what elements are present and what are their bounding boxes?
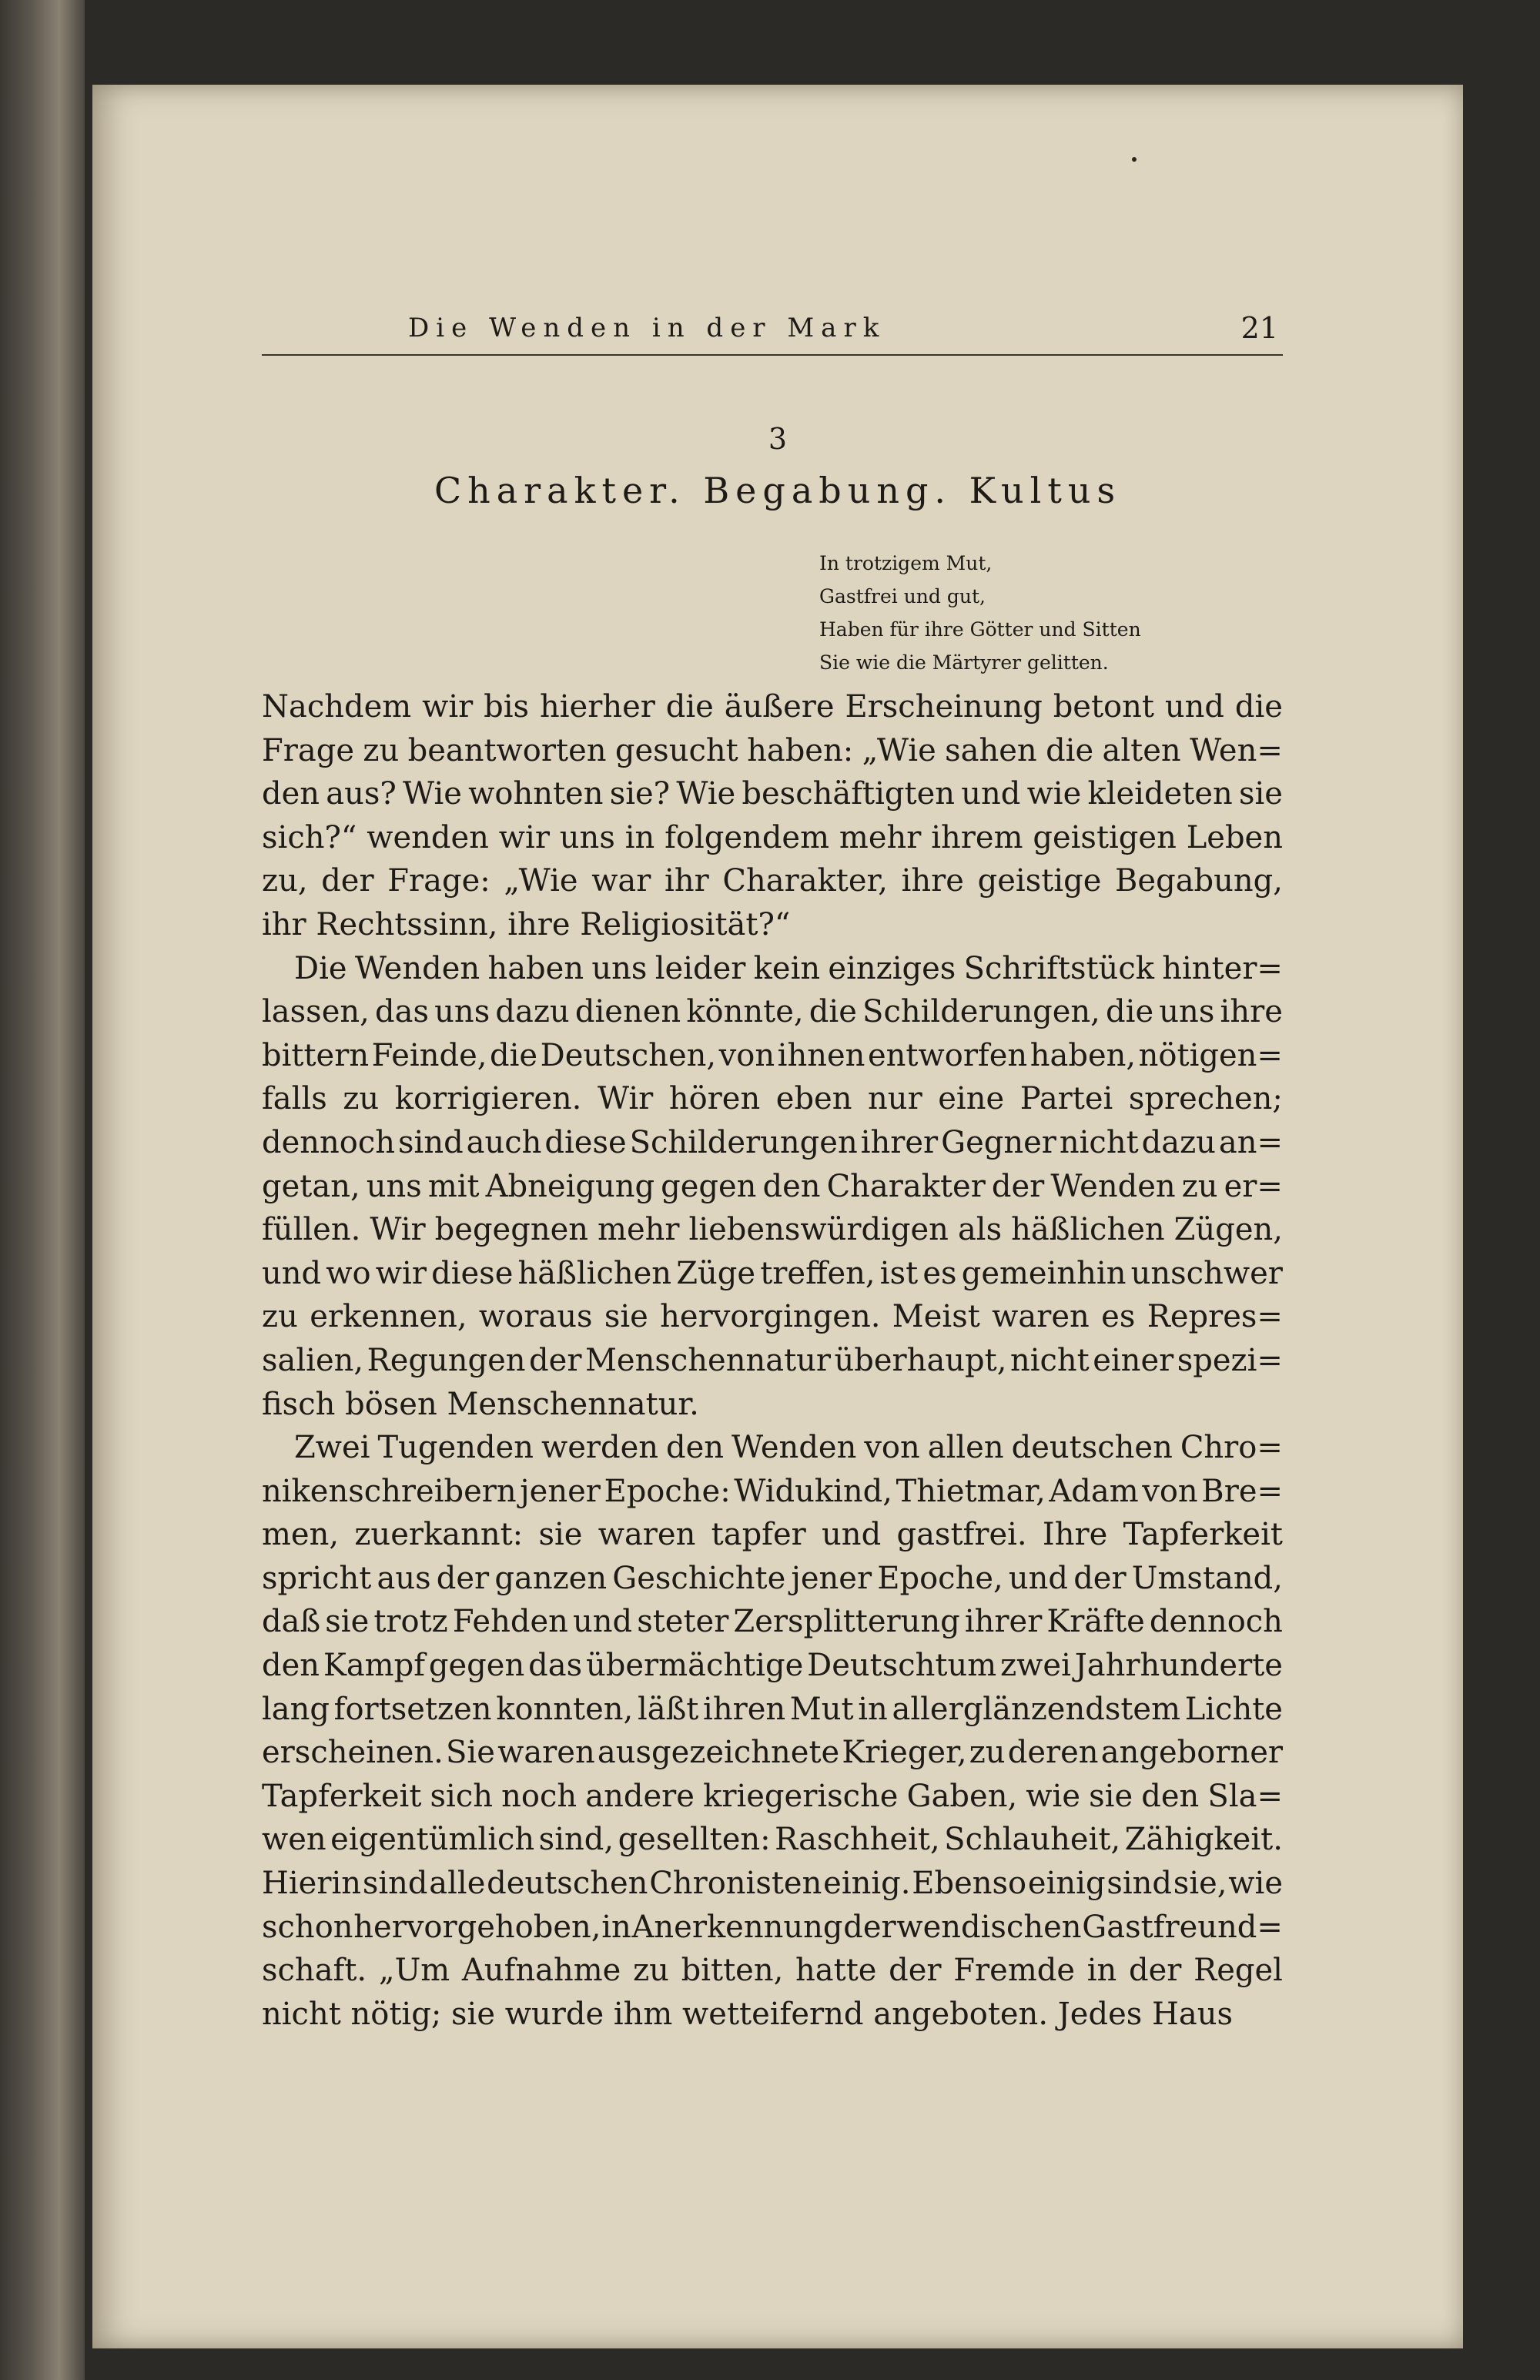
- chapter-title: Charakter. Begabung. Kultus: [434, 470, 1122, 511]
- text-line: salien, Regungen der Menschennatur überhaupt, nicht einer spezi=: [262, 1342, 1283, 1378]
- text-line: zu erkennen, woraus sie hervorgingen. Meist waren es Repres=: [262, 1299, 1283, 1335]
- text-line: falls zu korrigieren. Wir hören eben nur eine Partei sprechen;: [262, 1081, 1283, 1117]
- text-line: dennoch sind auch diese Schilderungen ihrer Gegner nicht dazu an=: [262, 1124, 1283, 1160]
- text-line: nikenschreibern jener Epoche: Widukind, Thietmar, Adam von Bre=: [262, 1473, 1283, 1509]
- body-text: [262, 685, 1283, 2036]
- epigraph-line: Gastfrei und gut,: [819, 585, 986, 608]
- text-line: wen eigentümlich sind, gesellten: Raschheit, Schlauheit, Zähigkeit.: [262, 1822, 1283, 1858]
- text-line: zu, der Frage: „Wie war ihr Charakter, ihre geistige Begabung,: [262, 863, 1283, 899]
- page-number: 21: [1240, 311, 1278, 345]
- paragraph: [262, 947, 1283, 1427]
- text-line: füllen. Wir begegnen mehr liebenswürdigen als häßlichen Zügen,: [262, 1212, 1283, 1248]
- text-line: schon hervorgehoben, in Anerkennung der wendischen Gastfreund=: [262, 1909, 1283, 1945]
- text-line: daß sie trotz Fehden und steter Zersplitterung ihrer Kräfte dennoch: [262, 1604, 1283, 1640]
- book-page: [92, 85, 1463, 2348]
- running-title: Die Wenden in der Mark: [408, 313, 886, 343]
- text-line: nicht nötig; sie wurde ihm wetteifernd angeboten. Jedes Haus: [262, 1996, 1233, 2032]
- paragraph: [262, 685, 1283, 947]
- text-line: Zwei Tugenden werden den Wenden von allen deutschen Chro=: [294, 1430, 1283, 1466]
- text-line: men, zuerkannt: sie waren tapfer und gastfrei. Ihre Tapferkeit: [262, 1517, 1283, 1553]
- text-line: sich?“ wenden wir uns in folgendem mehr ihrem geistigen Leben: [262, 819, 1283, 855]
- chapter-number: 3: [768, 422, 788, 456]
- text-line: bittern Feinde, die Deutschen, von ihnen entworfen haben, nötigen=: [262, 1037, 1283, 1073]
- text-line: Die Wenden haben uns leider kein einziges Schriftstück hinter=: [294, 950, 1283, 986]
- text-line: Tapferkeit sich noch andere kriegerische Gaben, wie sie den Sla=: [262, 1778, 1283, 1814]
- book-binding-edge: [0, 0, 85, 2380]
- text-line: getan, uns mit Abneigung gegen den Charakter der Wenden zu er=: [262, 1168, 1283, 1204]
- text-line: schaft. „Um Aufnahme zu bitten, hatte der Fremde in der Regel: [262, 1953, 1283, 1989]
- text-line: spricht aus der ganzen Geschichte jener Epoche, und der Umstand,: [262, 1560, 1283, 1596]
- text-line: ihr Rechtssinn, ihre Religiosität?“: [262, 906, 791, 942]
- epigraph-line: Sie wie die Märtyrer gelitten.: [819, 651, 1109, 674]
- text-line: Nachdem wir bis hierher die äußere Erscheinung betont und die: [262, 689, 1283, 725]
- running-head: [262, 308, 1283, 356]
- text-line: erscheinen. Sie waren ausgezeichnete Krieger, zu deren angeborner: [262, 1735, 1283, 1771]
- text-line: Hierin sind alle deutschen Chronisten einig. Ebenso einig sind sie, wie: [262, 1866, 1283, 1902]
- text-line: den Kampf gegen das übermächtige Deutschtum zwei Jahrhunderte: [262, 1648, 1283, 1684]
- text-line: lang fortsetzen konnten, läßt ihren Mut in allerglänzendstem Lichte: [262, 1691, 1283, 1727]
- paragraph: [262, 1426, 1283, 2036]
- text-line: und wo wir diese häßlichen Züge treffen, ist es gemeinhin unschwer: [262, 1255, 1283, 1291]
- epigraph-line: In trotzigem Mut,: [819, 552, 993, 574]
- text-line: Frage zu beantworten gesucht haben: „Wie sahen die alten Wen=: [262, 732, 1283, 768]
- speck: [1132, 157, 1137, 162]
- epigraph: [819, 547, 1297, 679]
- text-line: fisch bösen Menschennatur.: [262, 1386, 699, 1422]
- text-line: den aus? Wie wohnten sie? Wie beschäftigten und wie kleideten sie: [262, 776, 1283, 812]
- epigraph-line: Haben für ihre Götter und Sitten: [819, 618, 1141, 641]
- text-line: lassen, das uns dazu dienen könnte, die Schilderungen, die uns ihre: [262, 994, 1283, 1030]
